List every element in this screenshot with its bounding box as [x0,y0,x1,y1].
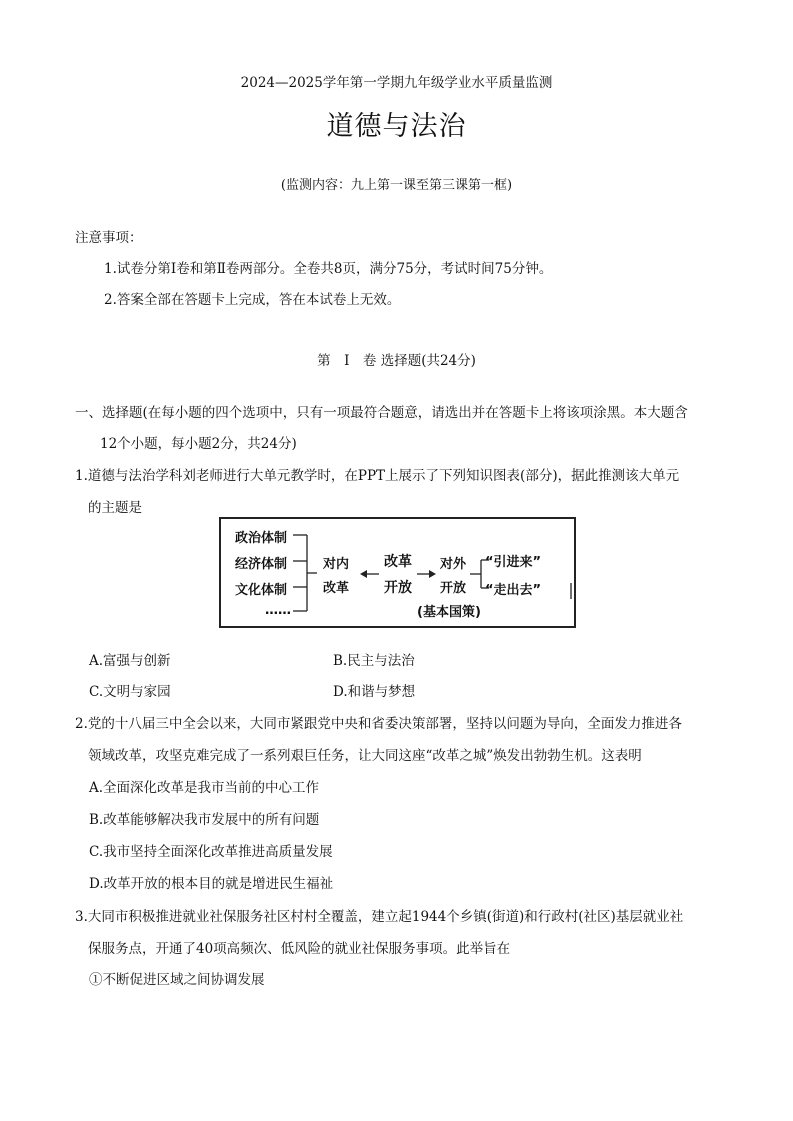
question-2-option-d: D.改革开放的根本目的就是增进民生福祉 [89,876,334,892]
diagram-item-political: 政治体制 [235,531,288,546]
question-3-stem-line2: 保服务点，开通了40项高频次、低风险的就业社保服务事项。此举旨在 [88,941,511,957]
diagram-inner-line1: 对内 [323,557,350,572]
diagram-item-ellipsis: …… [265,603,291,618]
diagram-item-cultural: 文化体制 [235,583,288,598]
question-3-stem-line1: 3.大同市积极推进就业社保服务社区村村全覆盖，建立起1944个乡镇(街道)和行政村(社区)基层就业社 [75,909,684,925]
exam-scope: (监测内容：九上第一课至第三课第一框) [280,178,513,193]
diagram-go-out: “走出去” [485,583,542,598]
notice-heading: 注意事项： [75,230,143,246]
question-1-stem-line1: 1.道德与法治学科刘老师进行大单元教学时，在PPT上展示了下列知识图表(部分)，据此推测该大单元 [75,468,680,484]
question-2-stem-line2: 领域改革，攻坚克难完成了一系列艰巨任务，让大同这座“改革之城”焕发出勃勃生机。这表明 [88,748,642,764]
question-2-stem-line1: 2.党的十八届三中全会以来，大同市紧跟党中央和省委决策部署，坚持以问题为导向，全面发力推进各 [75,716,682,732]
subject-title: 道德与法治 [326,111,467,142]
question-2-option-a: A.全面深化改革是我市当前的中心工作 [89,780,320,796]
diagram-outer-line2: 开放 [440,581,467,596]
diagram-outer-line1: 对外 [440,557,467,572]
question-3-item-1: ①不断促进区域之间协调发展 [89,972,265,988]
diagram-caption: (基本国策) [417,605,481,620]
question-2-option-c: C.我市坚持全面深化改革推进高质量发展 [89,844,333,860]
diagram-bring-in: “引进来” [485,555,542,570]
reform-opening-diagram [219,517,576,628]
question-1-stem-line2: 的主题是 [88,500,142,516]
question-1-option-c: C.文明与家园 [89,684,171,700]
section1-instructions-line1: 一、选择题(在每小题的四个选项中，只有一项最符合题意，请选出并在答题卡上将该项涂黑。本大题含 [75,405,688,421]
question-1-option-d: D.和谐与梦想 [333,684,416,700]
diagram-item-economic: 经济体制 [235,557,288,572]
diagram-center-line2: 开放 [384,580,412,596]
question-1-option-b: B.民主与法治 [333,653,415,669]
diagram-center-line1: 改革 [384,554,412,570]
part1-title: 第 Ⅰ 卷 选择题(共24分) [317,353,476,369]
notice-item-1: 1.试卷分第Ⅰ卷和第Ⅱ卷两部分。全卷共8页，满分75分，考试时间75分钟。 [104,261,553,277]
exam-header-line: 2024—2025学年第一学期九年级学业水平质量监测 [240,75,553,91]
diagram-inner-line2: 改革 [323,581,350,596]
question-2-option-b: B.改革能够解决我市发展中的所有问题 [89,812,320,828]
question-1-option-a: A.富强与创新 [89,653,171,669]
notice-item-2: 2.答案全部在答题卡上完成，答在本试卷上无效。 [104,292,401,308]
section1-instructions-line2: 12个小题，每小题2分，共24分) [100,436,297,452]
